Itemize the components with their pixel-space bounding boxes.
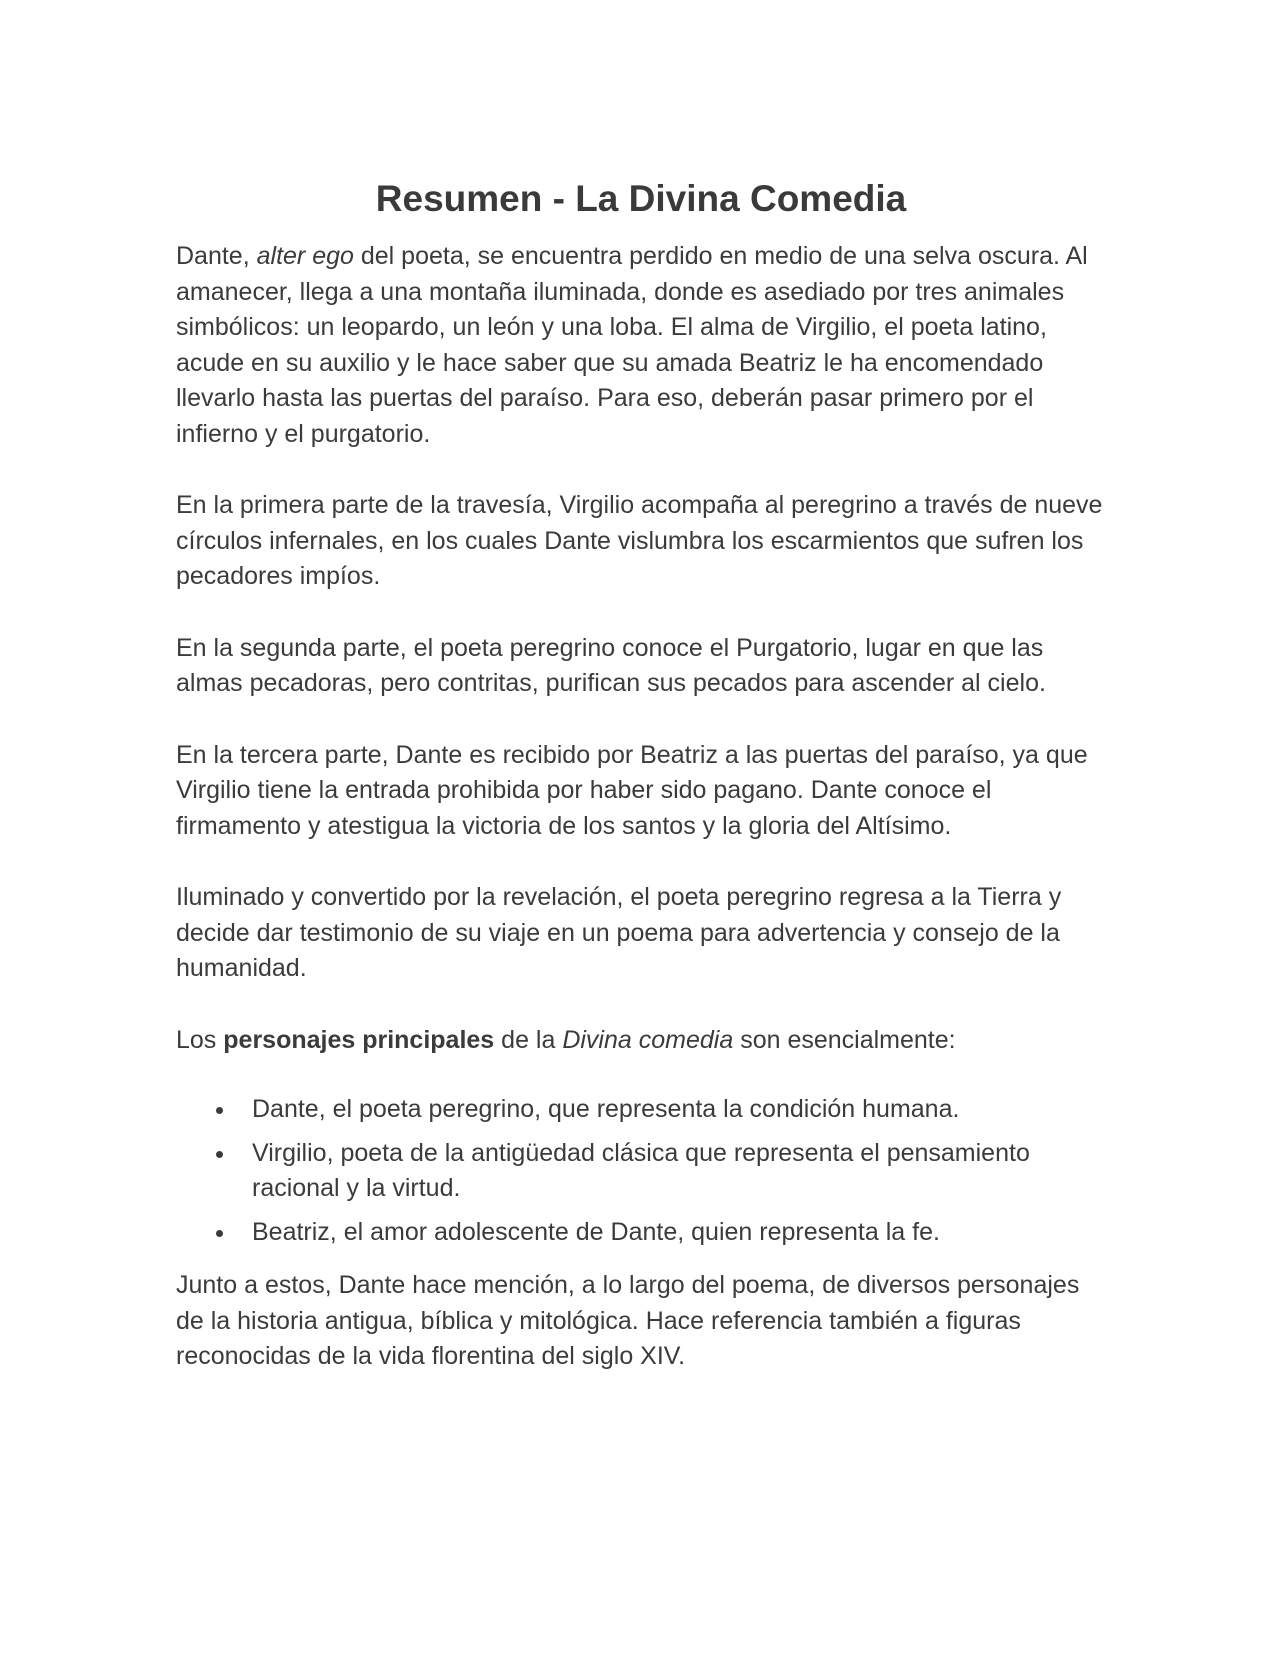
document-title: Resumen - La Divina Comedia xyxy=(375,178,907,219)
paragraph-closing: Junto a estos, Dante hace mención, a lo largo del poema, de diversos personajes de la historia antigua, bíblica y mitológica. Hace referencia también a figuras reconocidas de la vida florentina del siglo XIV. xyxy=(176,1271,1080,1370)
characters-intro-start: Los xyxy=(176,1025,224,1054)
main-characters-bold: personajes principales xyxy=(223,1025,495,1054)
characters-intro-end: son esencialmente: xyxy=(733,1025,956,1054)
divina-comedia-emphasis: Divina comedia xyxy=(562,1025,734,1054)
list-item-virgilio: Virgilio, poeta de la antigüedad clásica que representa el pensamiento racional y la virtud. xyxy=(252,1136,1106,1207)
paragraph-intro-start: Dante, xyxy=(176,242,257,270)
paragraph-intro xyxy=(176,239,1106,452)
paragraph-return: Iluminado y convertido por la revelación, el poeta peregrino regresa a la Tierra y decide dar testimonio de su viaje en un poema para advertencia y consejo de la humanidad. xyxy=(176,883,1062,982)
document-body xyxy=(176,174,1106,1411)
list-item-beatriz: Beatriz, el amor adolescente de Dante, quien representa la fe. xyxy=(252,1215,1106,1251)
alter-ego-emphasis: alter ego xyxy=(256,242,354,270)
paragraph-first-part: En la primera parte de la travesía, Virgilio acompaña al peregrino a través de nueve círculos infernales, en los cuales Dante vislumbra los escarmientos que sufren los pecadores impíos. xyxy=(176,491,1103,590)
paragraph-second-part: En la segunda parte, el poeta peregrino conoce el Purgatorio, lugar en que las almas pecadoras, pero contritas, purifican sus pecados para ascender al cielo. xyxy=(176,633,1046,697)
list-item-dante: Dante, el poeta peregrino, que representa la condición humana. xyxy=(252,1092,1106,1128)
characters-list xyxy=(176,1092,1106,1250)
paragraph-third-part: En la tercera parte, Dante es recibido por Beatriz a las puertas del paraíso, ya que Virgilio tiene la entrada prohibida por haber sido pagano. Dante conoce el firmamento y atestigua la victoria de los santos y la gloria del Altísimo. xyxy=(176,740,1088,840)
characters-intro-mid: de la xyxy=(494,1025,563,1054)
paragraph-characters-intro xyxy=(176,1023,1106,1059)
paragraph-intro-rest: del poeta, se encuentra perdido en medio de una selva oscura. Al amanecer, llega a una montaña iluminada, donde es asediado por tres animales simbólicos: un leopardo, un león y una loba. El alma de Virgilio, el poeta latino, acude en su auxilio y le hace saber que su amada Beatriz le ha encomendado llevarlo hasta las puertas del paraíso. Para eso, deberán pasar primero por el infierno y el purgatorio. xyxy=(176,242,1088,448)
